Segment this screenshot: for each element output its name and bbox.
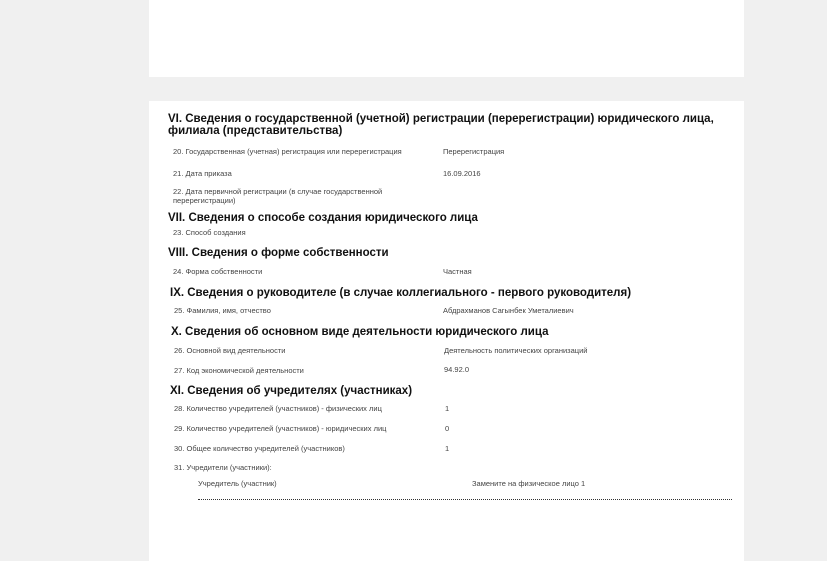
row-24-value: Частная xyxy=(443,267,472,276)
section-vi-heading-line2: филиала (представительства) xyxy=(168,125,343,137)
row-30-label: 30. Общее количество учредителей (участников) xyxy=(174,444,345,453)
section-vii-heading: VII. Сведения о способе создания юридического лица xyxy=(168,212,478,224)
row-27-label: 27. Код экономической деятельности xyxy=(174,366,304,375)
row-29-label: 29. Количество учредителей (участников) - юридических лиц xyxy=(174,424,387,433)
row-25-value: Абдрахманов Сагынбек Уметалиевич xyxy=(443,306,574,315)
row-26-value: Деятельность политических организаций xyxy=(444,346,588,355)
row-22-label: 22. Дата первичной регистрации (в случае государственной перерегистрации) xyxy=(173,187,383,205)
row-23-label: 23. Способ создания xyxy=(173,228,246,237)
section-viii-heading: VIII. Сведения о форме собственности xyxy=(168,247,389,259)
row-27-value: 94.92.0 xyxy=(444,365,470,374)
row-25-label: 25. Фамилия, имя, отчество xyxy=(174,306,271,315)
section-x-heading: X. Сведения об основном виде деятельности юридического лица xyxy=(171,326,549,338)
section-ix-heading: IX. Сведения о руководителе (в случае коллегиального - первого руководителя) xyxy=(170,287,632,299)
section-xi-heading: XI. Сведения об учредителях (участниках) xyxy=(170,385,413,397)
row-28-label: 28. Количество учредителей (участников) - физических лиц xyxy=(174,404,382,413)
row-20-label: 20. Государственная (учетная) регистрация или перерегистрация xyxy=(173,147,402,156)
row-20-value: Перерегистрация xyxy=(443,147,505,156)
row-21-label: 21. Дата приказа xyxy=(173,169,232,178)
section-vi-heading-line1: VI. Сведения о государственной (учетной) регистрации (перерегистрации) юридического лица, xyxy=(168,113,714,125)
row-24-label: 24. Форма собственности xyxy=(173,267,263,276)
founder-value: Замените на физическое лицо 1 xyxy=(472,479,586,488)
founder-table-divider xyxy=(198,499,732,500)
row-28-value: 1 xyxy=(445,404,450,413)
row-26-label: 26. Основной вид деятельности xyxy=(174,346,286,355)
founder-label: Учредитель (участник) xyxy=(198,479,277,488)
previous-page-bottom xyxy=(149,0,744,77)
row-30-value: 1 xyxy=(445,444,450,453)
row-21-value: 16.09.2016 xyxy=(443,169,481,178)
row-31-label: 31. Учредители (участники): xyxy=(174,463,272,472)
row-29-value: 0 xyxy=(445,424,450,433)
